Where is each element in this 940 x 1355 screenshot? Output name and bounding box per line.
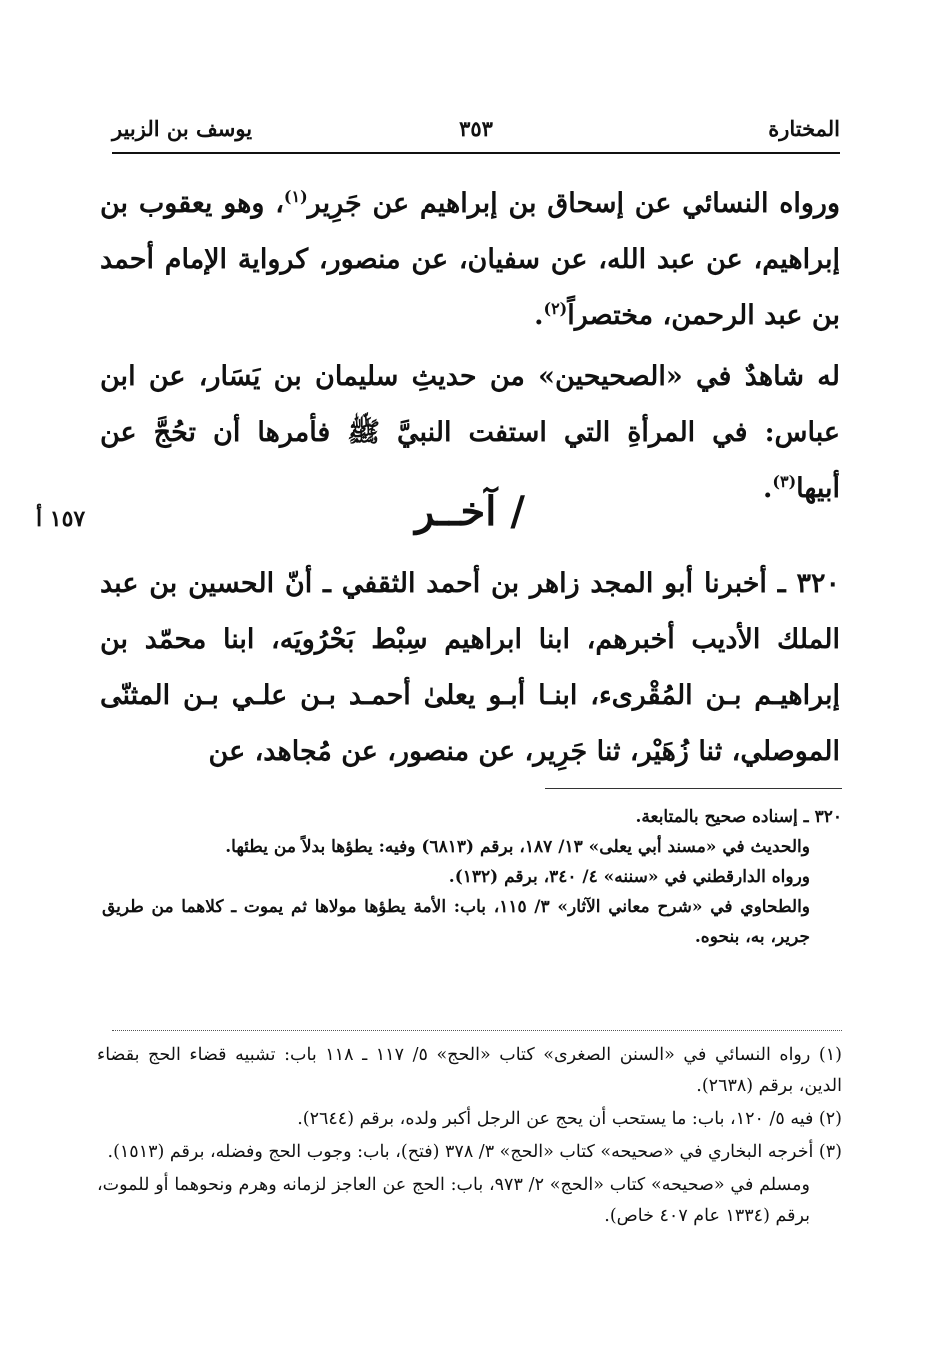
notes-divider [545,788,842,789]
paragraph-2-text: له شاهدٌ في «الصحيحين» من حديثِ سليمان بن يَسَار، عن ابن عباس: في المرأةِ التي استفت النبيَّ ﷺ فأمرها أن تحُجَّ عن أبيها [100,361,840,504]
page-number: ٣٥٣ [459,116,493,141]
paragraph-1-end: . [534,300,544,331]
footnote-1: (١) رواه النسائي في «السنن الصغرى» كتاب «الحج» ٥/ ١١٧ ـ ١١٨ باب: تشبيه قضاء الحج بقضاء الدين، برقم (٢٦٣٨). [97,1045,842,1096]
note-line: ورواه الدارقطني في «سننه» ٤/ ٣٤٠، برقم (١٣٢). [448,867,810,887]
footnote-2: (٢) فيه ٥/ ١٢٠، باب: ما يستحب أن يحج عن الرجل أكبر ولده، برقم (٢٦٤٤). [297,1109,842,1129]
footnote-3-continued: ومسلم في «صحيحه» كتاب «الحج» ٢/ ٩٧٣، باب: الحج عن العاجز لزمانه وهرم ونحوهما أو للموت، برقم (١٣٣٤ عام ٤٠٧ خاص). [97,1175,810,1226]
paragraph-2-end: . [763,473,773,504]
hadith-320-text: ٣٢٠ ـ أخبرنا أبو المجد زاهر بن أحمد الثقفي ـ أنّ الحسين بن عبد الملك الأديب أخبرهم، ابنا ابراهيم سِبْط بَحْرُويَه، ابنا محمّد بن إبراهيـم بـن المُقْرىء، ابنـا أبـو يعلىٰ أحمـد بـن علـي بـن المثنّى الموصلي، ثنا زُهَيْر، ثنا جَرِير، عن منصور، عن مُجاهد، عن [100,568,840,767]
footnote-ref-3: (٣) [772,472,797,491]
header-book-title: المختارة [768,116,840,141]
paragraph-1-rest: ، وهو يعقوب بن إبراهيم، عن عبد الله، عن سفيان، عن منصور، كرواية الإمام أحمد بن عبد الرحمن، مختصراً [100,188,840,331]
manuscript-folio-note: ١٥٧ أ [36,506,86,532]
note-line: والطحاوي في «شرح معاني الآثار» ٣/ ١١٥، باب: الأمة يطؤها مولاها ثم يموت ـ كلاهما من طريق جرير، به، بنحوه. [102,897,810,947]
header-chapter-title: يوسف بن الزبير [112,116,253,141]
hadith-notes [102,802,842,952]
footnote-3: (٣) أخرجه البخاري في «صحيحه» كتاب «الحج» ٣/ ٣٧٨ (فتح)، باب: وجوب الحج وفضله، برقم (١٥١٣). [107,1142,842,1162]
footnotes [97,1040,842,1234]
footnote-ref-1: (١) [283,187,308,206]
note-line: ٣٢٠ ـ إسناده صحيح بالمتابعة. [635,807,842,827]
footnotes-divider [112,1030,842,1031]
running-header [112,112,840,154]
section-heading: / آخــر [415,488,525,535]
paragraph-1 [100,176,840,344]
paragraph-1-text: ورواه النسائي عن إسحاق بن إبراهيم عن جَرِير [307,188,840,219]
note-line: والحديث في «مسند أبي يعلى» ١٣/ ١٨٧، برقم (٦٨١٣) وفيه: يطؤها بدلاً من يطئها. [225,837,810,857]
footnote-ref-2: (٢) [543,299,568,318]
